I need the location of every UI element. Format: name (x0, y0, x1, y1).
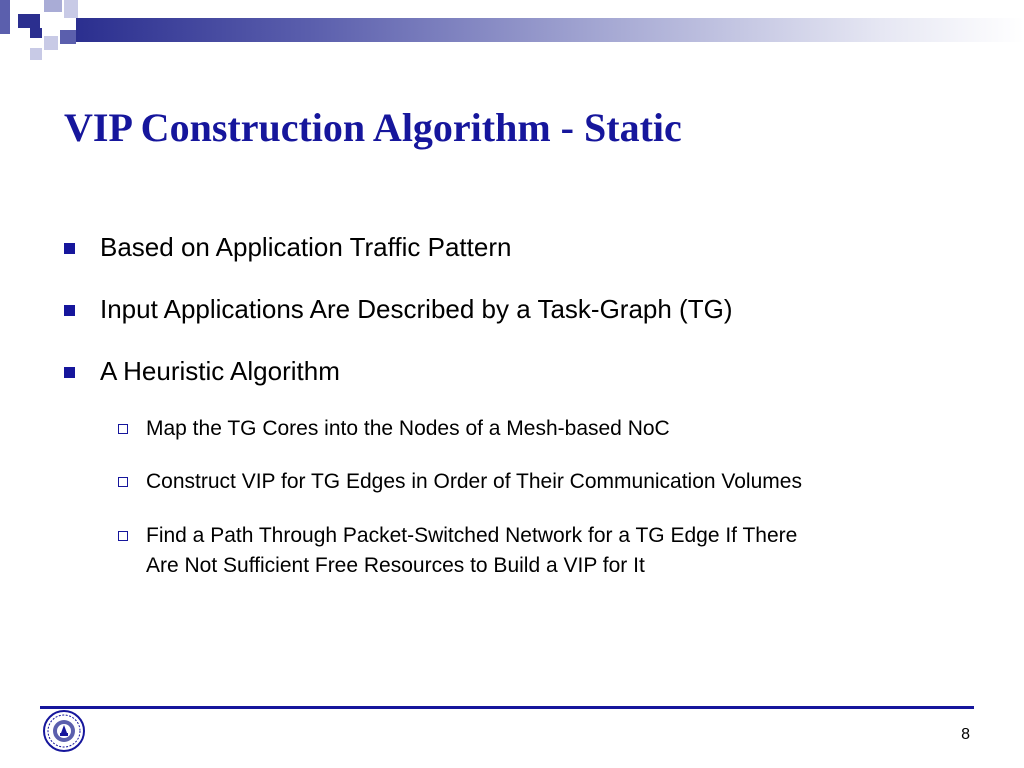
decorative-square (60, 30, 76, 44)
decorative-square (30, 28, 42, 38)
decorative-square (44, 36, 58, 50)
hollow-square-icon (118, 531, 128, 541)
decorative-square (0, 0, 10, 34)
filled-square-icon (64, 243, 75, 254)
university-seal-icon (42, 709, 86, 753)
hollow-square-icon (118, 477, 128, 487)
hollow-square-icon (118, 424, 128, 434)
slide-title: VIP Construction Algorithm - Static (64, 105, 682, 150)
bullet-text: A Heuristic Algorithm (100, 356, 340, 386)
decorative-square (64, 0, 78, 18)
bullet-item (100, 232, 511, 263)
footer-divider (40, 706, 974, 709)
bullet-item (100, 356, 340, 387)
sub-bullet-item (146, 467, 802, 497)
page-number: 8 (961, 726, 970, 743)
decorative-square (30, 48, 42, 60)
decorative-square (44, 0, 62, 12)
bullet-text: Input Applications Are Described by a Task-Graph (TG) (100, 294, 733, 324)
sub-bullet-text-line: Are Not Sufficient Free Resources to Build a VIP for It (146, 554, 645, 577)
filled-square-icon (64, 367, 75, 378)
header-gradient-bar (76, 18, 1024, 42)
sub-bullet-item (146, 414, 670, 444)
filled-square-icon (64, 305, 75, 316)
sub-bullet-text-line: Find a Path Through Packet-Switched Network for a TG Edge If There (146, 524, 798, 547)
sub-bullet-item (146, 521, 797, 581)
sub-bullet-text: Construct VIP for TG Edges in Order of Their Communication Volumes (146, 470, 802, 493)
decorative-square (18, 14, 40, 28)
bullet-item (100, 294, 732, 325)
bullet-text: Based on Application Traffic Pattern (100, 232, 512, 262)
sub-bullet-text: Map the TG Cores into the Nodes of a Mesh-based NoC (146, 417, 670, 440)
